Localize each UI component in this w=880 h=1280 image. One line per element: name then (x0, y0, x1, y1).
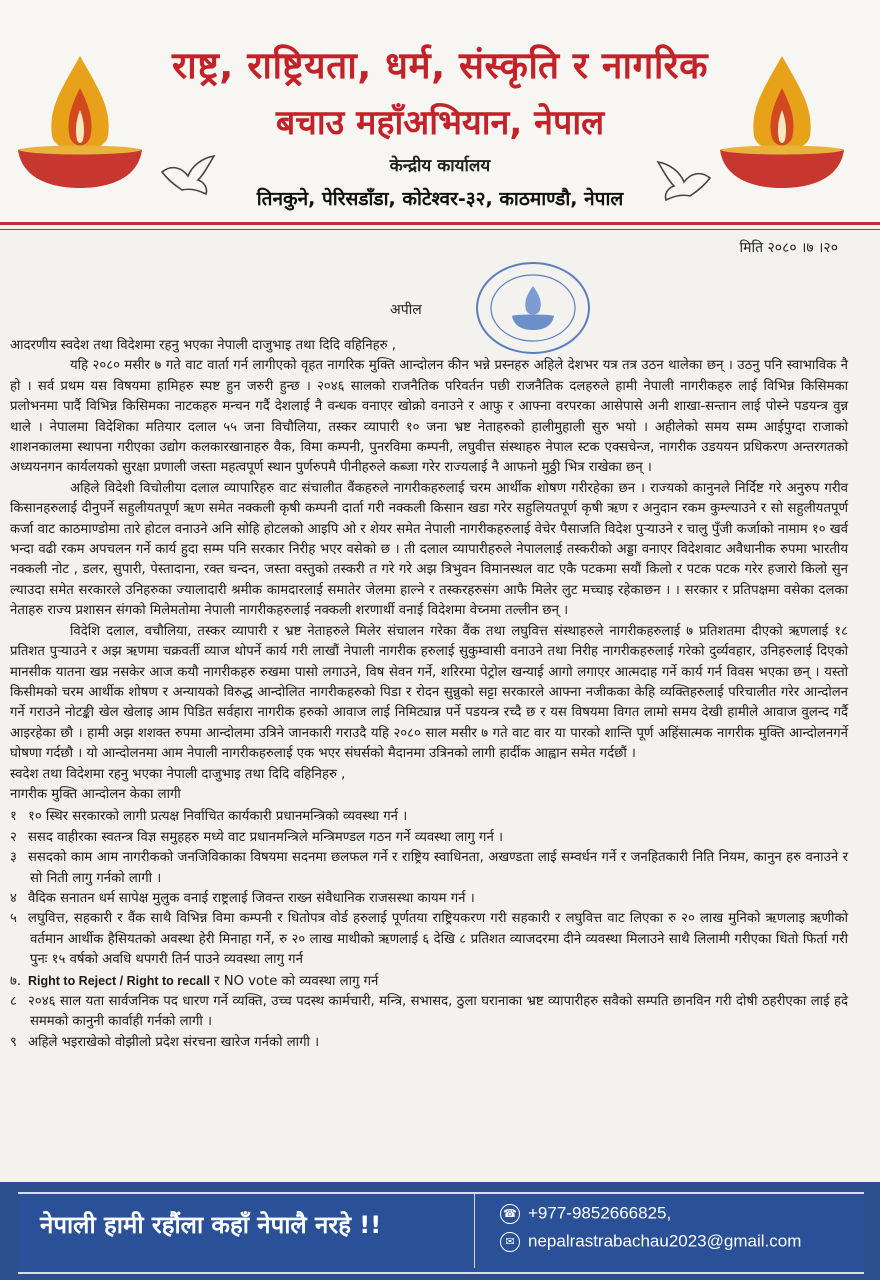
office-address: तिनकुने, पेरिसडाँडा, कोटेश्वर-३२, काठमाण्डौ, नेपाल (256, 188, 624, 210)
footer-divider (474, 1194, 475, 1268)
list-item: ७. Right to Reject / Right to recall र NO vote को व्यवस्था लागु गर्न (10, 973, 379, 989)
header-divider-thin (0, 229, 880, 230)
paragraph: यहि २०८० मसीर ७ गते वाट वार्ता गर्न लागीएको वृहत नागरिक मुक्ति आन्दोलन कीन भन्ने प्रस्नहरु अहिले देशभर यत्र तत्र उठन थालेका छन् । उठनु पनि स्वाभाविक नै हो । सर्व प्रथम यस विषयमा हामिहरु स्पष्ट हुन जरुरी हुन्छ । २०४६ सालको राजनैतिक परिवर्तन पछी राजनैतिक दलहरुले हामी नेपाली नागरीकहरु लाई विभिन्न किसिमका प्रलोभनमा पार्दै विभिन्न किसिमका नाटकहरु मन्चन गर्दै देशलाई नै वन्धक वनाएर खोक्रो वनाउने र आफु र आफ्ना वरपरका आसेपासे अनी शाखा-सन्तान लाई पोस्ने पडयन्त्र वुन्न थाले । नेपालमा विदेशिका मतियार दलाल ५५ जना विचौलिया, तस्कर व्यापारी १० जना भ्रष्ट नेताहरुको हालीमुहाली सुरु भयो । अहीलेको समय सम्म आईपुग्दा राजाको शाशनकालमा स्थापना गरीएका उद्योग कलकारखानाहरु वैक, विमा कम्पनी, पुनरविमा कम्पनी, लघुवीत्त संस्थाहरु नेपाल स्टक एक्सचेन्ज, नागरीक उडययन प्रधिकरण अन्तरगतको अध्ययनगन कार्यलयको सुरक्षा प्रणाली जस्ता महत्वपूर्ण स्थान पुर्णरुपमै पीनीहरुले कब्जा गरेर राज्यलाई नै आफनो मुठ्ठी भित्र राखेका छन् । (10, 358, 848, 476)
demands-list (10, 807, 848, 1053)
paragraph: अहिले विदेशी विचोलीया दलाल व्यापारिहरु वाट संचालीत वैंकहरुले नागरीकहरुलाई चरम आर्थीक शोषण गरीरहेका छन । राज्यको कानुनले निर्दिष्ट गरे अनुरुप गरीव किसानहरुलाई दीनुपर्ने सहुलीयतपूर्ण ऋण समेत नक्कली कृषी कम्पनी दार्ता गरी नक्कली किसान खडा गरेर सहुलियतपूर्ण कृषी ऋण र अनुदान रकम कुम्ल्याउने र सो सहुलीयतपूर्ण कर्जा वाट काठमाण्डोमा तारे होटल वनाउने अनि सोहि होटलको आइपि ओ र शेयर समेत नेपाली नागरीकहरुलाई वेचेर पैसाजति विदेश पुऱ्याउने र चालु पुँजी कर्जाको नामाम १० खर्व भन्दा वढी रकम अपचलन गर्ने कार्य हुदा सम्म पनि सरकार निरीह भएर वसेको छ । ती दलाल व्यापारीहरुले नेपाललाई तस्करीको अड्डा वनाएर विदेशवाट अवैधानीक रुपमा भारतीय नक्कली नोट , डलर, सुपारी, पेस्तादाना, रक्त चन्दन, जस्ता वस्तुको तस्करी त गरे गरे अझ त्रिभुवन विमानस्थल वाट एकै पटकमा सयौं किलो र पटक पटक गरेर हजारो किलो सुन ल्याउदा समेत सरकारले उनिहरुका ज्यालादारी श्रमीक कामदारलाई समातेर जेलमा हाल्ने र तस्करहरुसंग आफै मिलेर लुट मच्चाइ रहेकाछन । । सरकार र प्रतिपक्षमा वसेका दलका नेताहरु राज्य प्रशासन संगको मिलेमतोमा नेपाली नागरीकहरुलाई नक्कली शरणार्थी वनाई विदेशमा वेच्नमा तल्लीन छन् । (10, 480, 848, 619)
list-item: ९ अहिले भइराखेको वोझीलो प्रदेश संरचना खारेज गर्नको लागी । (10, 1034, 320, 1050)
footer-phone (500, 1203, 671, 1224)
office-label: केन्द्रीय कार्यालय (389, 156, 491, 176)
footer-email (500, 1231, 801, 1252)
letterhead (0, 0, 880, 225)
salutation: आदरणीय स्वदेश तथा विदेशमा रहनु भएका नेपाली दाजुभाइ तथा दिदि वहिनिहरु , (10, 338, 396, 353)
phone-number: +977-9852666825, (528, 1203, 672, 1223)
organization-name-line2: बचाउ महाँअभियान, नेपाल (275, 103, 605, 143)
list-item: ८ २०४६ साल यता सार्वजनिक पद धारण गर्ने व्यक्ति, उच्च पदस्थ कार्मचारी, मन्त्रि, सभासद, ठुला घरानाका भ्रष्ट व्यापारीहरु सवैको सम्पति छानविन गरी दोषी ठहरीएका लाई हदे सममको कानुनी कार्वाही गर्नको लागी । (10, 994, 848, 1030)
footer-slogan: नेपाली हामी रहौंला कहाँ नेपालै नरहे !! (40, 1211, 382, 1239)
organization-name-line1: राष्ट्र, राष्ट्रियता, धर्म, संस्कृति र नागरिक (171, 44, 709, 87)
email-icon: ✉ (500, 1232, 520, 1252)
list-item: ५ लघुवित्त, सहकारी र वैंक साथै विभिन्न विमा कम्पनी र धितोपत्र वोर्ड हरुलाई पूर्णतया राष्ट्रियकरण गरी सहकारी र लघुवित्त वाट लिएका रु २० लाख मुनिको ऋणलाइ ऋणीको वर्तमान आर्थीक हैसियतको अवस्था हेरी मिनाहा गर्ने, रु २० लाख माथीको ऋणलाई ६ देखि ८ प्रतिशत व्याजदरमा दीने व्यवस्था मिलाउने साथै लिलामी गरीएका धितो फिर्ता गरी पुनः १५ वर्षको अवधि थपगरी तिर्न पाउने व्यवस्था लागु गर्न (10, 911, 848, 968)
letter-body (10, 336, 848, 1053)
list-item: १ १० स्थिर सरकारको लागी प्रत्यक्ष निर्वाचित कार्यकारी प्रधानमन्त्रिको व्यवस्था गर्न । (10, 809, 408, 825)
paragraph: विदेशि दलाल, वचौलिया, तस्कर व्यापारी र भ्रष्ट नेताहरुले मिलेर संचालन गरेका वैंक तथा लघुवित्त संस्थाहरुले नागरीकहरुलाई ७ प्रतिशतमा दीएको ऋणलाई १८ प्रतिशत पुऱ्याउने र अझ ऋणमा चक्रवर्ती व्याज थोपर्ने कार्य गरी लाखौं नेपाली नागरीक हरुलाई सुकुम्वासी वनाउने तथा निरीह नागरीकहरुलाई गरेको दुर्व्यवहार, उनिहरुलाई दिएको मानसीक यातना खप्न नसकेर आज कयौ नागरीकहरु रुखमा पासो लगाउने, विष सेवन गर्ने, शरिरमा पेट्रोल खन्याई आगो लगाएर आत्मदाह गर्ने कार्य गर्न विवस भएका छन् । यस्तो किसीमको चरम आर्थीक शोषण र अन्यायको विरुद्ध आन्दोलित नागरीकहरुको पिडा र रोदन सुन्नुको सट्टा सरकारले आफ्ना नजीकका केहि व्यक्तिहरुलाई परिचालीत गरेर आन्दोलन गर्ने गराउने नोटङ्की खेल खेलाइ आम पिडित सर्वहारा नागरीक हरुको आवाज लाई निमिट्यान्न पर्ने पडयन्त्र रच्दै छ र यस विषयमा विगत लामो समय देखी हामीले आवाज वुलन्द गर्दै आइरहेका छौ । हामी अझ शशक्त रुपमा आन्दोलमा उत्रिने जानकारी गराउदै यहि २०८० साल मसीर ७ गते वाट वार या पारको शान्ति पूर्ण अहिंसात्मक नागरीक मुक्ति आन्दोलनगर्ने घोषणा गर्दछौ । यो आन्दोलनमा आम नेपाली नागरीकहरुलाई एक भएर संघर्सको मैदानमा उत्रिनको लागी हार्दीक आह्वान समेत गर्दछौं । (10, 623, 848, 762)
letter-title: अपील (390, 302, 422, 318)
letter-date: मिति २०८० ।७ ।२० (739, 240, 838, 256)
list-item: २ ससद वाहीरका स्वतन्त्र विज्ञ समुहहरु मध्ये वाट प्रधानमन्त्रिले मन्त्रिमण्डल गठन गर्ने व्यवस्था लागु गर्न । (10, 829, 503, 845)
list-item: ३ ससदको काम आम नागरीकको जनजिविकाका विषयमा सदनमा छलफल गर्ने र राष्ट्रिय स्वाधिनता, अखण्डता लाई सम्वर्धन गर्ने र जनहितकारी निति नियम, कानुन हरु वनाउने र सो निती लागु गर्नको लागी । (10, 850, 848, 886)
closing-salutation: स्वदेश तथा विदेशमा रहनु भएका नेपाली दाजुभाइ तथा दिदि वहिनिहरु , (10, 766, 346, 782)
email-address[interactable]: nepalrastrabachau2023@gmail.com (528, 1231, 802, 1251)
phone-icon: ☎ (500, 1204, 520, 1224)
list-item: ४ वैदिक सनातन धर्म सापेक्ष मुलुक वनाई राष्ट्रलाई जिवन्त राख्न संवैधानिक राजसस्था कायम गर्न । (10, 890, 475, 906)
demands-heading: नागरीक मुक्ति आन्दोलन केका लागी (10, 786, 181, 802)
header-divider (0, 222, 880, 225)
